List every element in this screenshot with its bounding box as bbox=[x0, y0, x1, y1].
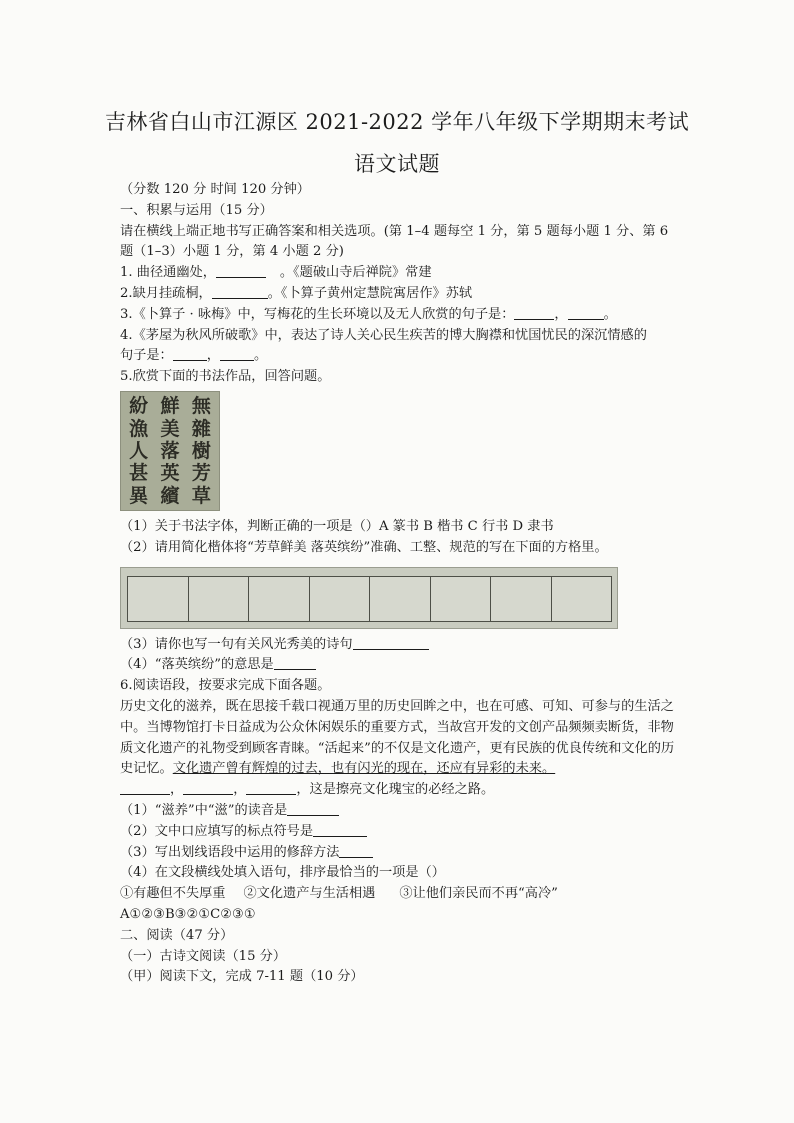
calligraphy-character: 樹 bbox=[191, 439, 211, 462]
calligraphy-character: 無 bbox=[191, 395, 211, 418]
exam-subtitle: 语文试题 bbox=[354, 152, 440, 176]
calligraphy-character: 紛 bbox=[129, 395, 149, 418]
answer-blank[interactable] bbox=[274, 655, 316, 670]
section2-sub1: （一）古诗文阅读（15 分） bbox=[120, 948, 287, 964]
calligraphy-character: 英 bbox=[160, 462, 180, 485]
answer-blank[interactable] bbox=[212, 284, 268, 299]
underlined-sentence: 文化遗产曾有辉煌的过去，也有闪光的现在，还应有异彩的未来。 bbox=[172, 761, 556, 777]
question-6-passage: 历史文化的滋养，既在思接千载口视通万里的历史回眸之中，也在可感、可知、可参与的生活之中。当博物馆打卡日益成为公众休闲娱乐的重要方式，当故宫开发的文创产品频频卖断货，非物质文化遗产的礼物受到顾客青睐。“活起来”的不仅是文化遗产，更有民族的优良传统和文化的历史记忆。文化遗产曾有辉煌的过去，也有闪光的现在，还应有异彩的未来。 bbox=[120, 698, 675, 777]
grid-cell[interactable] bbox=[490, 576, 552, 622]
grid-cell[interactable] bbox=[188, 576, 250, 622]
question-6-blanks: ， ， ，这是擦亮文化瑰宝的必经之路。 bbox=[120, 780, 680, 801]
calligraphy-character: 芳 bbox=[191, 462, 211, 485]
grid-cell[interactable] bbox=[369, 576, 431, 622]
question-1: 1. 曲径通幽处， 。《题破山寺后禅院》常建 bbox=[120, 265, 432, 281]
section1-instruction: 请在横线上端正地书写正确答案和相关选项。(第 1–4 题每空 1 分，第 5 题每小题 1 分、第 6 题（1–3）小题 1 分，第 4 小题 2 分) bbox=[120, 223, 669, 260]
answer-blank[interactable] bbox=[514, 305, 554, 320]
calligraphy-column bbox=[192, 395, 211, 507]
exam-body bbox=[120, 180, 680, 988]
answer-blank[interactable] bbox=[216, 263, 266, 278]
question-6-4: （4）在文段横线处填入语句，排序最恰当的一项是（） bbox=[120, 865, 445, 881]
question-4-answer: 句子是： ， 。 bbox=[120, 348, 268, 364]
calligraphy-character: 落 bbox=[160, 439, 180, 462]
calligraphy-column bbox=[160, 395, 179, 507]
exam-meta: （分数 120 分 时间 120 分钟） bbox=[120, 182, 310, 197]
question-6-stem: 6.阅读语段，按要求完成下面各题。 bbox=[120, 678, 331, 694]
question-6-options: ①有趣但不失厚重 ②文化遗产与生活相遇 ③让他们亲民而不再“高冷” bbox=[120, 886, 558, 902]
question-6-2: （2）文中口应填写的标点符号是 bbox=[120, 822, 680, 843]
answer-blank[interactable] bbox=[246, 780, 296, 795]
grid-cell[interactable] bbox=[551, 576, 613, 622]
calligraphy-character: 異 bbox=[129, 484, 149, 507]
question-4: 4.《茅屋为秋风所破歌》中，表达了诗人关心民生疾苦的博大胸襟和忧国忧民的深沉情感的 bbox=[120, 327, 647, 343]
section2-heading: 二、阅读（47 分） bbox=[120, 927, 234, 943]
question-6-choices: A①②③B③②①C②③① bbox=[120, 906, 256, 922]
question-5-4: （4）“落英缤纷”的意思是 bbox=[120, 655, 680, 676]
answer-blank[interactable] bbox=[339, 843, 373, 858]
answer-blank[interactable] bbox=[183, 780, 233, 795]
answer-blank[interactable] bbox=[173, 346, 207, 361]
question-5-2: （2）请用简化楷体将“芳草鲜美 落英缤纷”准确、工整、规范的写在下面的方格里。 bbox=[120, 539, 608, 555]
calligraphy-character: 漁 bbox=[129, 417, 149, 440]
writing-grid bbox=[120, 567, 618, 629]
grid-cell[interactable] bbox=[309, 576, 371, 622]
answer-blank[interactable] bbox=[353, 635, 429, 650]
calligraphy-character: 鮮 bbox=[160, 395, 180, 418]
answer-blank[interactable] bbox=[568, 305, 604, 320]
exam-title: 吉林省白山市江源区 2021-2022 学年八年级下学期期末考试 bbox=[104, 110, 690, 134]
calligraphy-column bbox=[129, 395, 148, 507]
calligraphy-character: 美 bbox=[160, 417, 180, 440]
question-6-3: （3）写出划线语段中运用的修辞方法 bbox=[120, 843, 680, 864]
calligraphy-character: 人 bbox=[129, 439, 149, 462]
calligraphy-image bbox=[120, 391, 220, 511]
answer-blank[interactable] bbox=[220, 346, 254, 361]
question-5-stem: 5.欣赏下面的书法作品，回答问题。 bbox=[120, 369, 331, 385]
question-3: 3.《卜算子 · 咏梅》中，写梅花的生长环境以及无人欣赏的句子是： ， 。 bbox=[120, 306, 617, 322]
calligraphy-character: 雜 bbox=[191, 417, 211, 440]
grid-cell[interactable] bbox=[248, 576, 310, 622]
grid-cell[interactable] bbox=[430, 576, 492, 622]
answer-blank[interactable] bbox=[120, 780, 170, 795]
section2-sub1-a: （甲）阅读下文，完成 7-11 题（10 分） bbox=[120, 969, 364, 985]
calligraphy-character: 草 bbox=[191, 484, 211, 507]
question-5-1: （1）关于书法字体，判断正确的一项是（）A 篆书 B 楷书 C 行书 D 隶书 bbox=[120, 518, 554, 534]
question-5-3: （3）请你也写一句有关风光秀美的诗句 bbox=[120, 635, 680, 656]
calligraphy-character: 繽 bbox=[160, 484, 180, 507]
grid-cell[interactable] bbox=[127, 576, 189, 622]
calligraphy-character: 甚 bbox=[129, 462, 149, 485]
question-6-1: （1）“滋养”中“滋”的读音是 bbox=[120, 801, 680, 822]
question-2: 2.缺月挂疏桐， 。《卜算子黄州定慧院寓居作》苏轼 bbox=[120, 285, 473, 301]
section1-heading: 一、积累与运用（15 分） bbox=[120, 202, 273, 218]
answer-blank[interactable] bbox=[313, 822, 367, 837]
answer-blank[interactable] bbox=[287, 801, 339, 816]
